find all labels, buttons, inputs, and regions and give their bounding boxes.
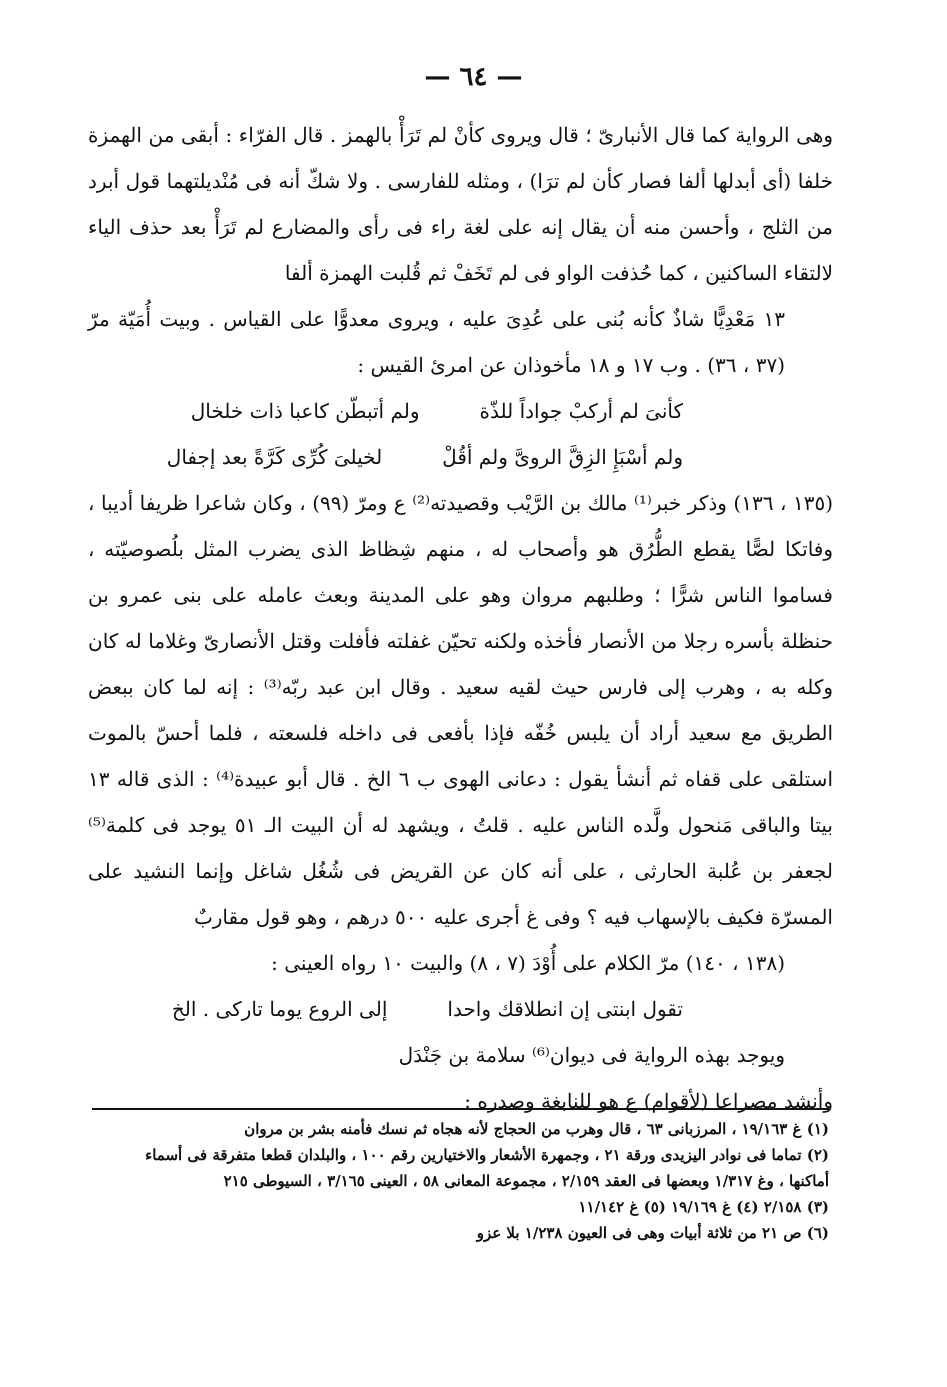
paragraph: (١٣٨ ، ١٤٠) مرّ الكلام على أُوْدَ (٧ ، ٨) والبيت ١٠ رواه العينى : xyxy=(271,951,785,975)
verse-first-hemistich: كأنىَ لم أركبْ جواداً للذّة xyxy=(479,399,683,423)
closing-line: ويوجد بهذه الرواية فى ديوان⁽⁶⁾ سلامة بن جَنْدَل xyxy=(398,1043,785,1067)
footnote-line: (١) غ ١٩/١٦٣ ، المرزبانى ٦٣ ، قال وهرب من الحجاج لأنه هجاه ثم نسك فأمنه بشر بن مروان xyxy=(244,1120,829,1138)
paragraph: وهى الرواية كما قال الأنبارىّ ؛ قال ويروى كأنْ لم تَرَأْ بالهمز . قال الفرّاء : أبقى من الهمزة خلفا (أى أبدلها ألفا فصار كأن لم ترَا) ، ومثله للفارسى . ولا شكّ أنه فى مُنْديلتهما قول أبرد من الثلج ، وأحسن منه أن يقال إنه على لغة راء فى رأى والمضارع لم تَرَأْ بعد حذف الياء لالتقاء الساكنين ، كما حُذفت الواو فى لم تَخَفْ ثم قُلبت الهمزة ألفا xyxy=(88,123,833,285)
verse-second-hemistich: إلى الروع يوما تاركى . الخ xyxy=(171,997,388,1021)
verse-second-hemistich: لخيلىَ كُرِّى كَرَّةً بعد إجفال xyxy=(166,445,383,469)
verse-first-hemistich: ولم أسْبَإِ الزِقَّ الروىَّ ولم أقُلْ xyxy=(442,445,683,469)
footnotes xyxy=(92,1116,829,1246)
footnote-line: أماكنها ، وغ ١/٣١٧ وبعضها فى العقد ٢/١٥٩ ، مجموعة المعانى ٥٨ ، العينى ٣/١٦٥ ، السيوطى ٢١٥ xyxy=(223,1172,829,1190)
paragraph: (١٣٥ ، ١٣٦) وذكر خبر⁽¹⁾ مالك بن الرَّيْب وقصيدته⁽²⁾ ع ومرّ (٩٩) ، وكان شاعرا ظريفا أديبا ، وفاتكا لصًّا يقطع الطُّرُق هو وأصحاب له ، منهم شِظاظ الذى يضرب المثل بلُصوصيّته ، فساموا الناس شرًّا ؛ وطلبهم مروان وهو على المدينة وبعث عامله على بنى عمرو بن حنظلة بأسره رجلا من الأنصار فأخذه ولكنه تحيّن غفلته فأفلت وقتل الأنصارىّ وغلاما له كان وكله به ، وهرب إلى فارس حيث لقيه سعيد . وقال ابن عبد ربّه⁽³⁾ : إنه لما كان ببعض الطريق مع سعيد أراد أن يلبس خُفّه فإذا بأفعى فى داخله فلسعته ، فلما أحسّ بالموت استلقى على قفاه ثم أنشأ يقول : دعانى الهوى ب ٦ الخ . قال أبو عبيدة⁽⁴⁾ : الذى قاله ١٣ بيتا والباقى مَنحول ولَّده الناس عليه . قلتُ ، ويشهد له أن البيت الـ ٥١ يوجد فى كلمة⁽⁵⁾ لجعفر بن عُلبة الحارثى ، على أنه كان عن القريض فى شُغُل شاغل وإنما النشيد على المسرّة فكيف بالإسهاب فيه ؟ وفى غ أجرى عليه ٥٠٠ درهم ، وهو قول مقاربٌ xyxy=(88,491,834,929)
footnote-line: (٦) ص ٢١ من ثلاثة أبيات وهى فى العيون ١/٢٣٨ بلا عزو xyxy=(476,1224,829,1242)
verse-first-hemistich: تقول ابنتى إن انطلاقك واحدا xyxy=(447,997,683,1021)
verse-line xyxy=(88,388,833,434)
closing-line: وأنشد مصراعا (لأقوام) ع هو للنابغة وصدره : xyxy=(464,1089,833,1113)
paragraph: ١٣ مَعْدِيًّا شاذٌ كأنه بُنى على عُدِىَ عليه ، ويروى معدوًّا على القياس . وبيت أُمَيّة مرّ (٣٧ ، ٣٦) . وب ١٧ و ١٨ مأخوذان عن امرئ القيس : xyxy=(88,307,785,377)
footnote-line: (٢) تماما فى نوادر اليزيدى ورقة ٢١ ، وجمهرة الأشعار والاختيارين رقم ١٠٠ ، والبلدان قطعا متفرقة فى أسماء xyxy=(145,1146,829,1164)
page-number: — ٦٤ — xyxy=(424,62,523,92)
main-text xyxy=(88,112,833,1124)
verse-second-hemistich: ولم أتبطّن كاعبا ذات خلخال xyxy=(190,399,420,423)
footnote-separator xyxy=(92,1108,829,1110)
footnote-line: (٣) ٢/١٥٨ (٤) غ ١٩/١٦٩ (٥) غ ١١/١٤٢ xyxy=(578,1198,829,1216)
verse-line xyxy=(88,434,833,480)
verse-line xyxy=(88,986,833,1032)
